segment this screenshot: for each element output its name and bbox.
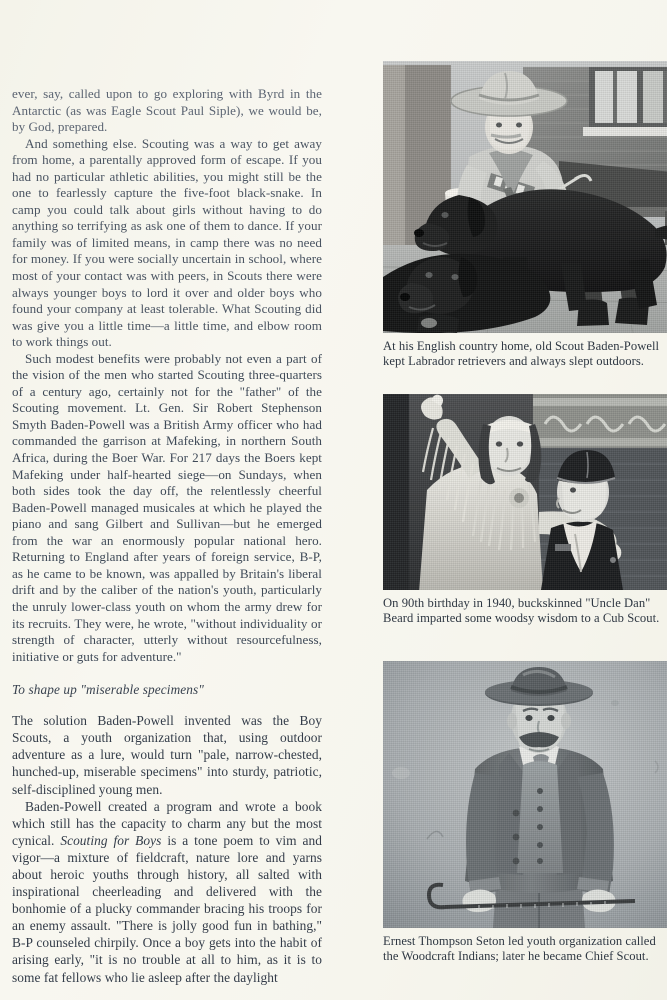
caption-line: Ernest Thompson Seton led youth organization called	[383, 934, 656, 948]
caption-line: Beard imparted some woodsy wisdom to a Cub Scout.	[383, 611, 660, 626]
caption-baden-powell-dogs	[383, 339, 667, 370]
figure-baden-powell-dogs	[383, 61, 667, 370]
book-title-italic: Scouting for Boys	[60, 832, 162, 848]
caption-uncle-dan-beard	[383, 596, 667, 627]
section-subhead: To shape up "miserable specimens"	[12, 682, 204, 698]
lower-paragraph-2-text: Baden-Powell created a program and wrote a book which still has the capacity to charm any but the most cynical. Scouting for Boys is a tone poem to vim and vigor—a mixture of fieldcraft, nature lore and yarns about heroic youths through history, all salted with inspirational cheerleading and delivered with the bonhomie of a plucky commander bracing his troops for an enemy assault. "There is jolly good fun in bathing," B-P counseled chirpily. Once a boy gets into the habit of arising early, "it is no trouble at all to him, as it is to some fat fellows who lie asleep after the daylight	[12, 798, 323, 985]
paragraph-2: And something else. Scouting was a way to get away from home, a parentally approved form of escape. If you had no particular athletic abilities, you might still be the one to fearlessly capture the five-foot black-snake. In camp you could talk about girls without having to do anything so terrifying as ask one of them to dance. If your family was of limited means, in camp there was no need for money. If you were socially uncertain in school, where most of your contact was with peers, in Scouts there were always younger boys to lord it over and older boys who found your company at least tolerable. What Scouting did was give you a little time—a little time, and elbow room to work things out.	[12, 135, 322, 350]
caption-ernest-seton	[383, 934, 667, 965]
article-text-column	[12, 86, 322, 986]
caption-line: On 90th birthday in 1940, buckskinned "Uncle Dan"	[383, 596, 651, 610]
figure-ernest-seton	[383, 661, 667, 965]
caption-line: the Woodcraft Indians; later he became Chief Scout.	[383, 949, 649, 964]
paragraph-1: ever, say, called upon to go exploring with Byrd in the Antarctic (as was Eagle Scout Paul Siple), we would be, by God, prepared.	[12, 86, 322, 135]
photo-ernest-seton	[383, 661, 667, 928]
photo-uncle-dan-beard	[383, 394, 667, 590]
caption-line: kept Labrador retrievers and always slept outdoors.	[383, 354, 644, 369]
lower-paragraph-1: The solution Baden-Powell invented was the Boy Scouts, a youth organization that, using outdoor adventure as a lure, would turn "pale, narrow-chested, hunched-up, miserable specimens" into sturdy, patriotic, self-disciplined young men.	[12, 713, 322, 797]
figure-uncle-dan-beard	[383, 394, 667, 627]
paragraph-3: Such modest benefits were probably not even a part of the vision of the men who started Scouting three-quarters of a century ago, certainly not for the "father" of the Scouting movement. Lt. Gen. Sir Robert Stephenson Smyth Baden-Powell was a British Army officer who had commanded the garrison at Mafeking, in northern South Africa, during the Boer War. For 217 days the Boers kept Mafeking under half-hearted siege—on Sundays, when both sides took the day off, the relentlessly cheerful Baden-Powell managed musicales at which he played the piano and sang Gilbert and Sullivan—but he emerged from the war an enormously popular national hero. Returning to England after years of foreign service, B-P, as he came to be known, was appalled by Britain's liberal drift and by the caliber of the nation's youth, particularly the unruly lower-class youth on whom the army drew for its recruits. They were, he wrote, "without individuality or strength of character, utterly without resourcefulness, initiative or guts for adventure."	[12, 350, 322, 664]
photo-baden-powell-dogs	[383, 61, 667, 333]
caption-line: At his English country home, old Scout Baden-Powell	[383, 339, 660, 353]
lower-paragraph-2	[12, 798, 322, 986]
